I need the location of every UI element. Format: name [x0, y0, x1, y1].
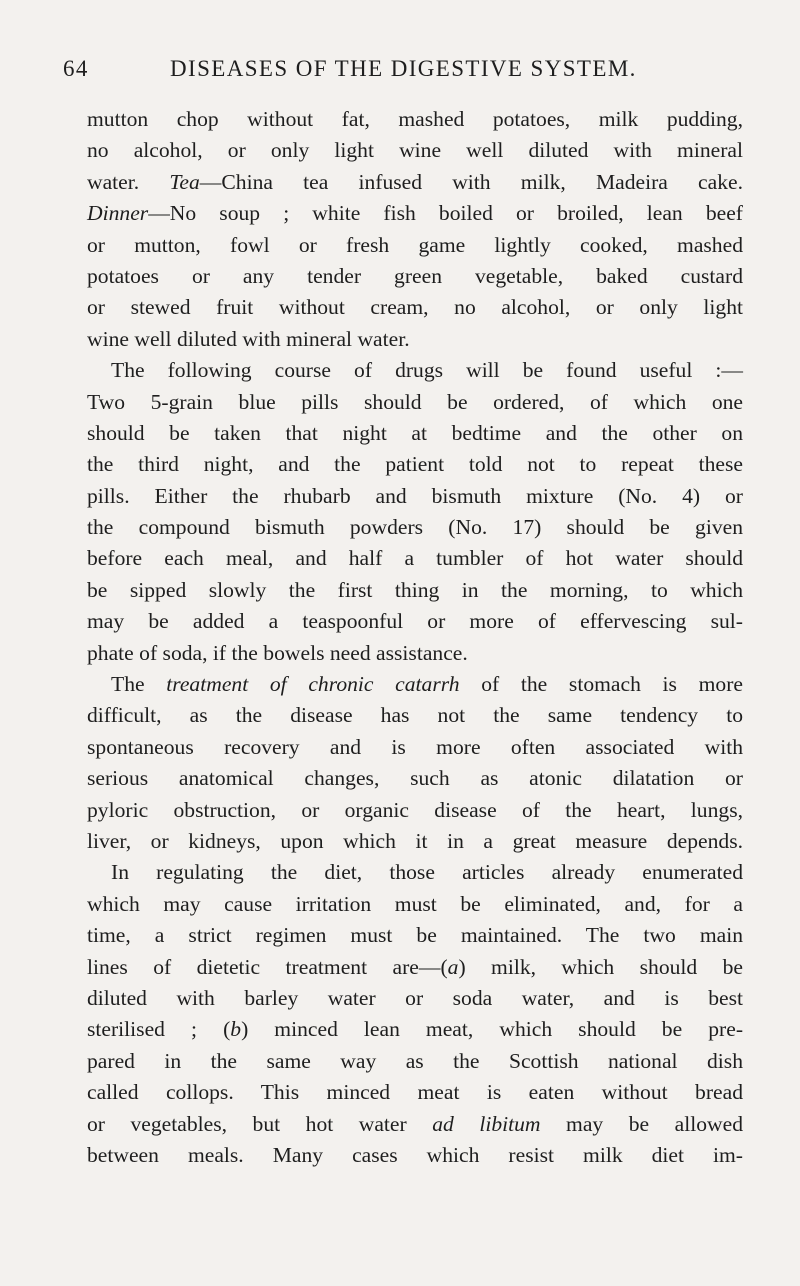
body-text: [87, 104, 743, 1171]
text-line: should be taken that night at bedtime and the other on: [87, 420, 743, 445]
text-line: lines of dietetic treatment are—(a) milk, which should be: [87, 954, 743, 979]
text-line: the compound bismuth powders (No. 17) should be given: [87, 515, 743, 540]
text-line: which may cause irritation must be eliminated, and, for a: [87, 891, 743, 916]
text-line: liver, or kidneys, upon which it in a great measure depends.: [87, 828, 743, 853]
text-line: phate of soda, if the bowels need assistance.: [87, 640, 468, 665]
page-number: 64: [63, 56, 89, 81]
text-line: Two 5-grain blue pills should be ordered, of which one: [87, 389, 743, 414]
page-header: [63, 56, 743, 96]
text-line: mutton chop without fat, mashed potatoes, milk pudding,: [87, 107, 743, 131]
italic-term: a: [447, 954, 459, 979]
italic-term: treatment of chronic catarrh: [166, 672, 460, 697]
text-line: spontaneous recovery and is more often associated with: [87, 734, 743, 759]
italic-term: Dinner: [87, 201, 149, 226]
text-line: or stewed fruit without cream, no alcohol, or only light: [87, 295, 743, 320]
text-line: or mutton, fowl or fresh game lightly cooked, mashed: [87, 232, 743, 257]
text-line: pills. Either the rhubarb and bismuth mixture (No. 4) or: [87, 483, 743, 508]
text-line: no alcohol, or only light wine well diluted with mineral: [87, 138, 743, 163]
text-line: wine well diluted with mineral water.: [87, 326, 410, 351]
text-line: be sipped slowly the first thing in the morning, to which: [87, 577, 743, 602]
text-line: the third night, and the patient told not to repeat these: [87, 452, 743, 477]
text-line: diluted with barley water or soda water, and is best: [87, 985, 743, 1010]
text-line: pared in the same way as the Scottish national dish: [87, 1048, 743, 1073]
text-line: Dinner—No soup ; white fish boiled or broiled, lean beef: [87, 201, 743, 226]
paragraph-start: In regulating the diet, those articles already enumerated: [111, 860, 743, 885]
text-line: may be added a teaspoonful or more of effervescing sul-: [87, 609, 743, 634]
running-title: DISEASES OF THE DIGESTIVE SYSTEM.: [170, 56, 637, 81]
italic-term: b: [230, 1017, 242, 1042]
text-line: called collops. This minced meat is eaten without bread: [87, 1080, 743, 1105]
paragraph-start: The following course of drugs will be found useful :—: [111, 358, 743, 383]
text-line: difficult, as the disease has not the same tendency to: [87, 703, 743, 728]
italic-term: Tea: [169, 169, 200, 194]
text-line: or vegetables, but hot water ad libitum may be allowed: [87, 1111, 743, 1136]
text-line: serious anatomical changes, such as atonic dilatation or: [87, 766, 743, 791]
text-line: time, a strict regimen must be maintained. The two main: [87, 923, 743, 948]
text-line: between meals. Many cases which resist milk diet im-: [87, 1142, 743, 1167]
text-line: potatoes or any tender green vegetable, baked custard: [87, 263, 743, 288]
text-line: sterilised ; (b) minced lean meat, which should be pre-: [87, 1017, 744, 1042]
text-line: before each meal, and half a tumbler of hot water should: [87, 546, 743, 571]
italic-term: ad libitum: [432, 1111, 541, 1136]
paragraph-start: The treatment of chronic catarrh of the stomach is more: [111, 672, 743, 697]
text-line: pyloric obstruction, or organic disease of the heart, lungs,: [87, 797, 743, 822]
text-line: water. Tea—China tea infused with milk, Madeira cake.: [87, 169, 743, 194]
